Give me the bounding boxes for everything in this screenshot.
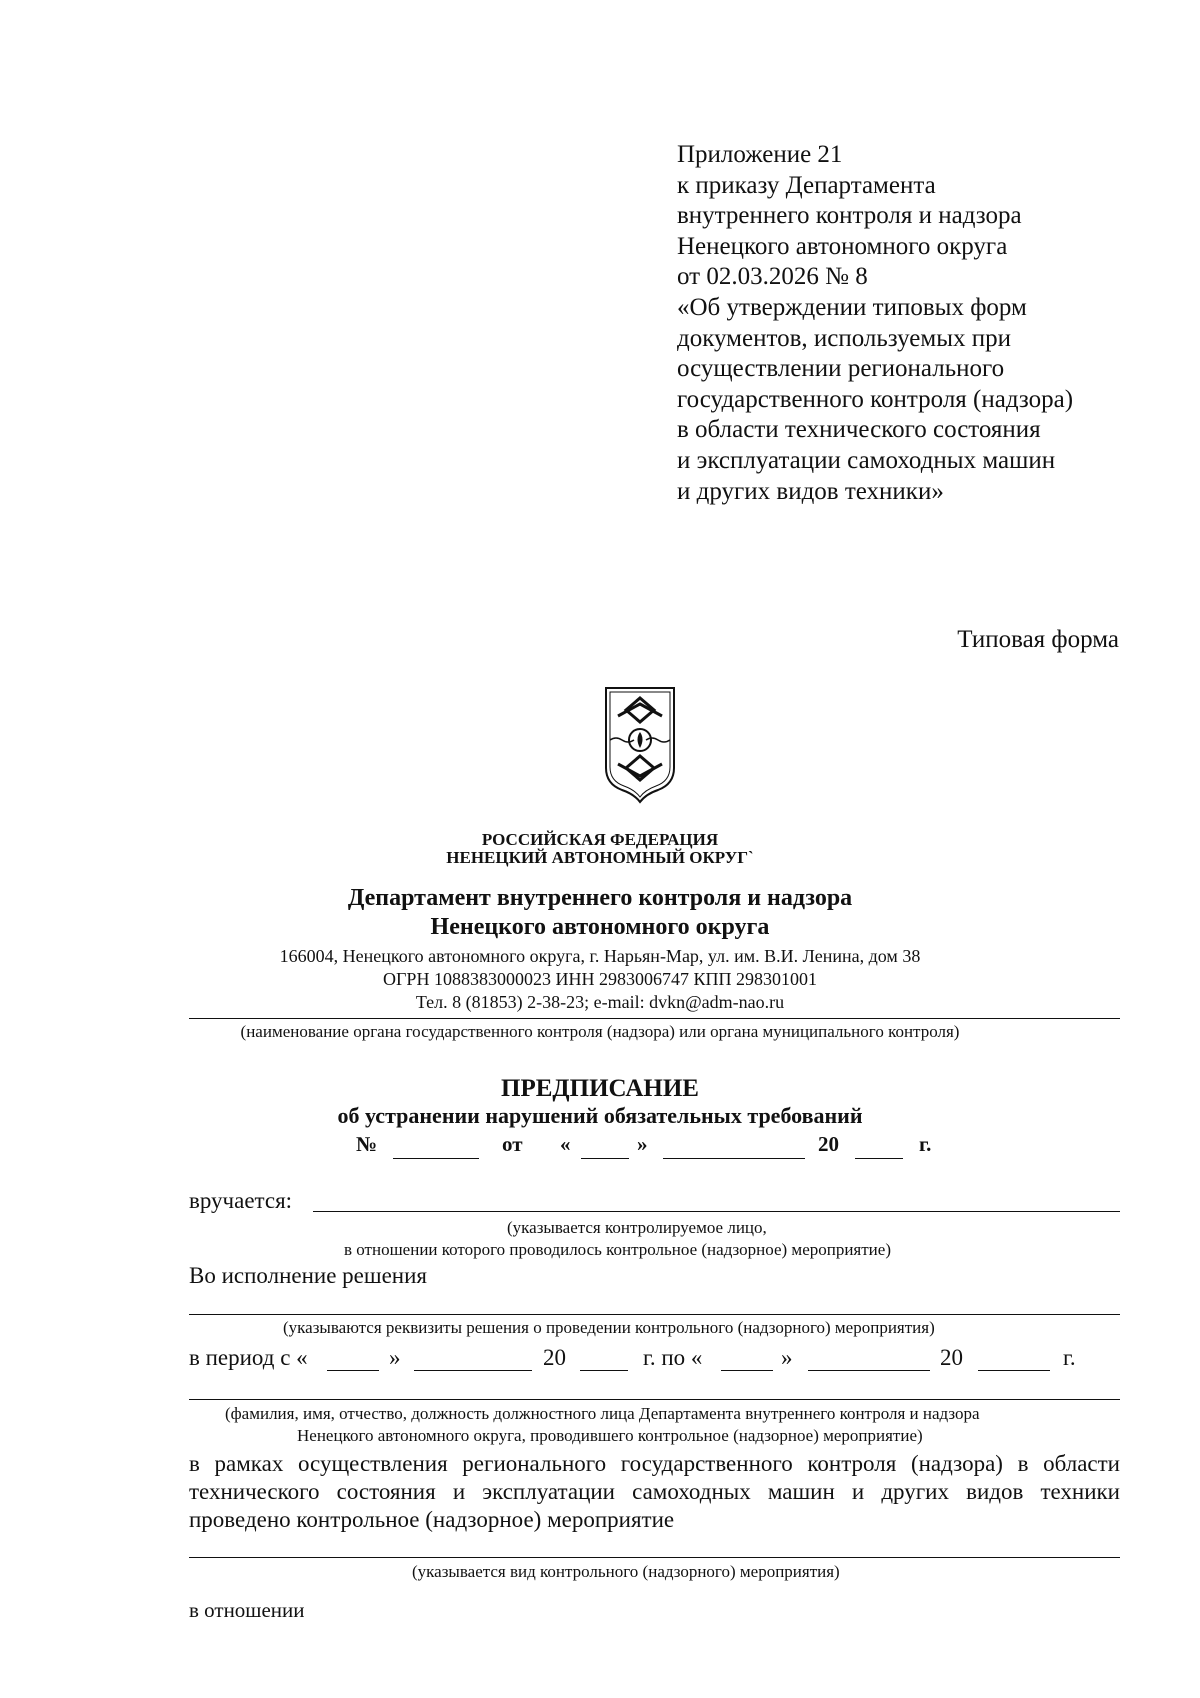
document-title: ПРЕДПИСАНИЕ [501,1075,699,1102]
period-end-month-field [808,1352,930,1371]
document-subtitle: об устранении нарушений обязательных требований [337,1103,863,1128]
period-to-label: г. по « [643,1345,703,1370]
period-end-day-field [721,1352,773,1371]
period-quote-close2: » [781,1345,793,1370]
appendix-line: государственного контроля (надзора) [677,385,1074,413]
period-year-suffix: г. [1063,1345,1076,1370]
coat-of-arms-icon [600,684,680,804]
form-type-label: Типовая форма [957,626,1119,653]
appendix-line: Ненецкого автономного округа [677,232,1008,260]
period-quote-close: » [389,1345,401,1370]
year-field [855,1140,903,1159]
appendix-line: Приложение 21 [677,141,843,168]
header-region: НЕНЕЦКИЙ АВТОНОМНЫЙ ОКРУГ` [446,848,754,867]
appendix-line: «Об утверждении типовых форм [677,293,1027,321]
period-start-day-field [327,1352,379,1371]
event-line [189,1557,1120,1558]
appendix-line: внутреннего контроля и надзора [677,202,1022,230]
period-end-year-field [978,1352,1050,1371]
event-caption: (указывается вид контрольного (надзорного) мероприятия) [412,1562,840,1581]
decision-label: Во исполнение решения [189,1263,428,1288]
department-ids: ОГРН 1088383000023 ИНН 2983006747 КПП 298301001 [383,969,817,989]
period-start-year-field [580,1352,628,1371]
appendix-line: в области технического состояния [677,416,1041,444]
body-line2: технического состояния и эксплуатации самоходных машин и других видов техники [189,1479,1120,1504]
appendix-line: осуществлении регионального [677,355,1005,383]
decision-caption: (указываются реквизиты решения о проведении контрольного (надзорного) мероприятия) [283,1318,935,1337]
appendix-line: документов, используемых при [677,324,1012,352]
department-address: 166004, Ненецкого автономного округа, г. Нарьян-Мар, ул. им. В.И. Ленина, дом 38 [279,946,921,966]
period-prefix: в период с « [189,1345,308,1370]
month-field [663,1140,805,1159]
day-field [581,1140,629,1159]
divider [189,1018,1120,1019]
authority-caption: (наименование органа государственного контроля (надзора) или органа муниципального контроля) [240,1022,960,1041]
year-suffix: г. [919,1132,932,1156]
regarding-label: в отношении [189,1598,305,1622]
year-prefix: 20 [818,1132,839,1156]
official-caption-line1: (фамилия, имя, отчество, должность должностного лица Департамента внутреннего контроля и надзора [225,1404,980,1423]
period-start-month-field [414,1352,532,1371]
quote-close: » [637,1132,648,1156]
department-contacts: Тел. 8 (81853) 2-38-23; e-mail: dvkn@adm-nao.ru [415,992,785,1012]
period-year-prefix2: 20 [940,1345,963,1370]
body-line1: в рамках осуществления регионального государственного контроля (надзора) в области [189,1451,1120,1476]
issued-caption-line1: (указывается контролируемое лицо, [507,1218,767,1237]
appendix-line: и эксплуатации самоходных машин [677,446,1056,474]
department-name-line2: Ненецкого автономного округа [430,914,770,940]
appendix-line: и других видов техники» [677,477,944,505]
body-line3: проведено контрольное (надзорное) мероприятие [189,1507,675,1532]
appendix-line: к приказу Департамента [677,171,936,199]
appendix-block [677,140,1073,507]
decision-line [189,1314,1120,1315]
department-name-line1: Департамент внутреннего контроля и надзора [347,885,853,911]
quote-open: « [560,1132,571,1156]
issued-line [313,1211,1120,1212]
number-label: № [356,1132,378,1156]
official-line [189,1399,1120,1400]
header-country: РОССИЙСКАЯ ФЕДЕРАЦИЯ [481,830,719,849]
issued-label: вручается: [189,1188,293,1213]
issued-caption-line2: в отношении которого проводилось контрольное (надзорное) мероприятие) [344,1240,891,1259]
number-field [393,1140,479,1159]
period-year-prefix: 20 [543,1345,566,1370]
appendix-line: от 02.03.2026 № 8 [677,263,868,291]
from-label: от [502,1132,523,1156]
official-caption-line2: Ненецкого автономного округа, проводившего контрольное (надзорное) мероприятие) [297,1426,923,1445]
